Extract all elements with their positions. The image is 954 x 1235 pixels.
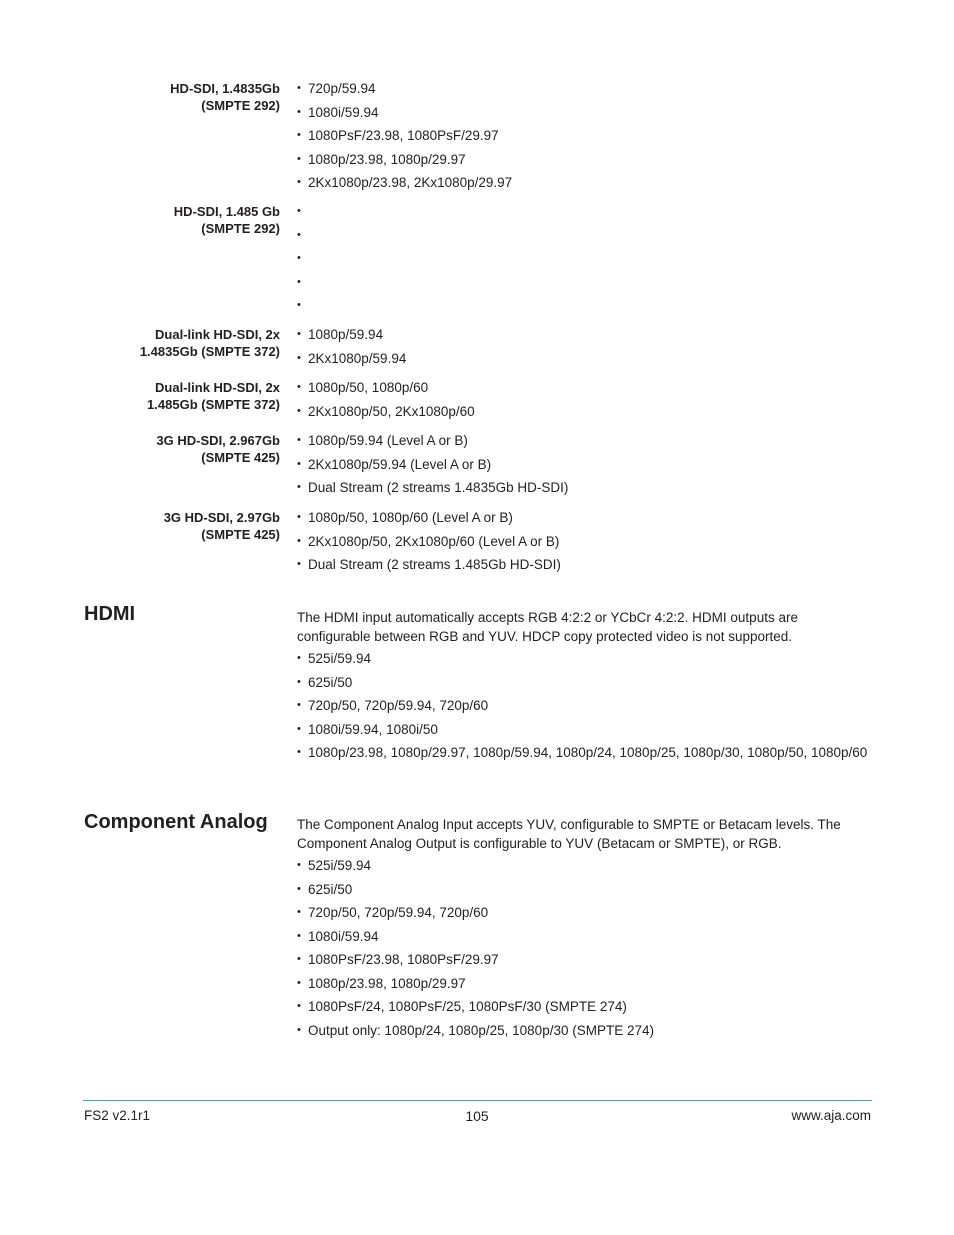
page-number: 105 [465, 1108, 489, 1124]
list-item: • 720p/50, 720p/59.94, 720p/60 [297, 697, 877, 714]
list-item: • 2Kx1080p/59.94 [297, 350, 877, 367]
list-item [297, 227, 877, 244]
row-label-line: (SMPTE 425) [201, 450, 280, 465]
list-item [297, 297, 877, 314]
section-description: The HDMI input automatically accepts RGB 4:2:2 or YCbCr 4:2:2. HDMI outputs are configurable between RGB and YUV. HDCP copy protected video is not supported. [297, 610, 798, 644]
format-list [297, 203, 877, 321]
list-item [297, 203, 877, 220]
list-item: • 2Kx1080p/23.98, 2Kx1080p/29.97 [297, 174, 877, 191]
list-item: • 525i/59.94 [297, 857, 877, 874]
format-list [297, 80, 877, 198]
section-title-hdmi: HDMI [84, 603, 136, 625]
list-item: • Dual Stream (2 streams 1.485Gb HD-SDI) [297, 556, 877, 573]
list-item: • 625i/50 [297, 674, 877, 691]
footer-website: www.aja.com [791, 1108, 871, 1123]
row-label [80, 509, 280, 543]
row-label-line: 3G HD-SDI, 2.967Gb [156, 433, 280, 448]
row-label-line: 3G HD-SDI, 2.97Gb [163, 510, 280, 525]
row-label [80, 379, 280, 413]
row-label-line: 1.4835Gb (SMPTE 372) [139, 344, 280, 359]
format-list [297, 432, 877, 503]
list-item: • 2Kx1080p/59.94 (Level A or B) [297, 456, 877, 473]
row-label-line: (SMPTE 292) [201, 221, 280, 236]
list-item: • 2Kx1080p/50, 2Kx1080p/60 [297, 403, 877, 420]
row-label-line: (SMPTE 292) [201, 98, 280, 113]
list-item: • 1080PsF/23.98, 1080PsF/29.97 [297, 951, 877, 968]
list-item: • Output only: 1080p/24, 1080p/25, 1080p/30 (SMPTE 274) [297, 1022, 877, 1039]
format-list [297, 326, 877, 373]
list-item: • 1080i/59.94 [297, 104, 877, 121]
list-item: • 720p/59.94 [297, 80, 877, 97]
list-item: • 1080p/23.98, 1080p/29.97, 1080p/59.94, 1080p/24, 1080p/25, 1080p/30, 1080p/50, 1080p/60 [297, 744, 877, 761]
list-item: • 1080p/23.98, 1080p/29.97 [297, 975, 877, 992]
format-list [297, 857, 877, 1045]
format-list [297, 509, 877, 580]
list-item: • 525i/59.94 [297, 650, 877, 667]
list-item: • 1080p/50, 1080p/60 (Level A or B) [297, 509, 877, 526]
footer-divider [83, 1100, 872, 1101]
row-label-line: (SMPTE 425) [201, 527, 280, 542]
list-item [297, 250, 877, 267]
list-item: • 1080PsF/24, 1080PsF/25, 1080PsF/30 (SMPTE 274) [297, 998, 877, 1015]
list-item: • 2Kx1080p/50, 2Kx1080p/60 (Level A or B) [297, 533, 877, 550]
list-item: • 720p/50, 720p/59.94, 720p/60 [297, 904, 877, 921]
list-item: • 1080p/50, 1080p/60 [297, 379, 877, 396]
row-label-line: Dual-link HD-SDI, 2x [155, 327, 280, 342]
row-label [80, 203, 280, 237]
row-label-line: Dual-link HD-SDI, 2x [155, 380, 280, 395]
section-description: The Component Analog Input accepts YUV, configurable to SMPTE or Betacam levels. The Component Analog Output is configurable to YUV (Betacam or SMPTE), or RGB. [297, 817, 841, 851]
section-title-component-analog: Component Analog [84, 811, 268, 833]
row-label [80, 326, 280, 360]
row-label-line: 1.485Gb (SMPTE 372) [147, 397, 280, 412]
row-label [80, 80, 280, 114]
footer-version: FS2 v2.1r1 [84, 1108, 151, 1123]
list-item: • 1080p/23.98, 1080p/29.97 [297, 151, 877, 168]
list-item: • 1080i/59.94 [297, 928, 877, 945]
list-item: • 1080p/59.94 (Level A or B) [297, 432, 877, 449]
list-item [297, 274, 877, 291]
format-list [297, 650, 877, 768]
row-label [80, 432, 280, 466]
row-label-line: HD-SDI, 1.4835Gb [170, 81, 280, 96]
list-item: • 1080p/59.94 [297, 326, 877, 343]
list-item: • 1080i/59.94, 1080i/50 [297, 721, 877, 738]
format-list [297, 379, 877, 426]
list-item: • 1080PsF/23.98, 1080PsF/29.97 [297, 127, 877, 144]
list-item: • Dual Stream (2 streams 1.4835Gb HD-SDI) [297, 479, 877, 496]
list-item: • 625i/50 [297, 881, 877, 898]
row-label-line: HD-SDI, 1.485 Gb [173, 204, 280, 219]
